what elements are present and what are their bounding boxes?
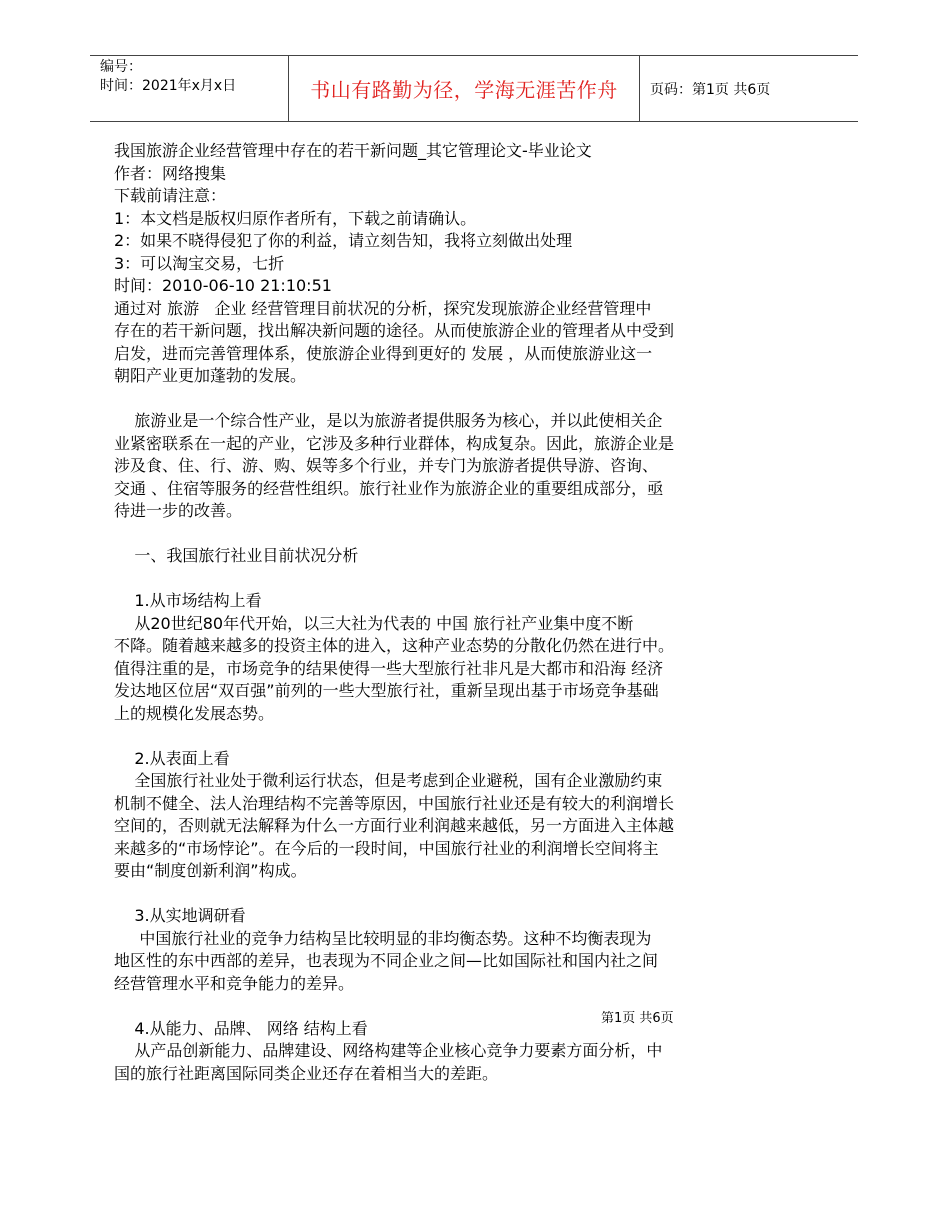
blank-line — [114, 883, 774, 906]
text-line: 旅游业是一个综合性产业，是以为旅游者提供服务为核心，并以此使相关企 — [114, 411, 663, 430]
text-line: 朝阳产业更加蓬勃的发展。 — [114, 366, 307, 385]
text-line: 1.从市场结构上看 — [114, 591, 262, 610]
text-line: 不降。随着越来越多的投资主体的进入，这种产业态势的分散化仍然在进行中。 — [114, 636, 675, 655]
header-number-label: 编号： — [100, 59, 142, 75]
header-date-label: 时间：2021年x月x日 — [100, 78, 237, 94]
text-line: 涉及食、住、行、游、购、娱等多个行业，并专门为旅游者提供导游、咨询、 — [114, 456, 659, 475]
text-line: 中国旅行社业的竞争力结构呈比较明显的非均衡态势。这种不均衡表现为 — [114, 928, 652, 948]
text-line: 时间：2010-06-10 21:10:51 — [114, 276, 332, 295]
text-line: 空间的，否则就无法解释为什么一方面行业利润越来越低，另一方面进入主体越 — [114, 816, 675, 835]
page-footer-label: 第1页 共6页 — [601, 1011, 674, 1026]
text-line: 经营管理水平和竞争能力的差异。 — [114, 973, 355, 993]
blank-line — [114, 568, 774, 591]
blank-line — [114, 725, 774, 748]
text-line: 值得注重的是，市场竞争的结果使得一些大型旅行社非凡是大都市和沿海 经济 — [114, 658, 664, 678]
text-line: 上的规模化发展态势。 — [114, 703, 275, 723]
text-line: 2：如果不晓得侵犯了你的利益，请立刻告知，我将立刻做出处理 — [114, 231, 573, 250]
text-line: 地区性的东中西部的差异，也表现为不同企业之间—比如国际社和国内社之间 — [114, 951, 659, 970]
text-line: 我国旅游企业经营管理中存在的若干新问题_其它管理论文-毕业论文 — [114, 141, 592, 160]
blank-line — [114, 388, 774, 411]
text-line: 从产品创新能力、品牌建设、网络构建等企业核心竞争力要素方面分析，中 — [114, 1041, 663, 1060]
text-line: 1：本文档是版权归原作者所有，下载之前请确认。 — [114, 208, 477, 228]
text-line: 通过对 旅游 企业 经营管理目前状况的分析，探究发现旅游企业经营管理中 — [114, 298, 652, 318]
text-line: 要由“制度创新利润”构成。 — [114, 861, 307, 880]
text-line: 交通 、住宿等服务的经营性组织。旅行社业作为旅游企业的重要组成部分，亟 — [114, 478, 664, 498]
text-line: 业紧密联系在一起的产业，它涉及多种行业群体，构成复杂。因此，旅游企业是 — [114, 433, 675, 453]
text-line: 来越多的“市场悖论”。在今后的一段时间，中国旅行社业的利润增长空间将主 — [114, 838, 659, 858]
text-line: 下载前请注意： — [114, 186, 227, 205]
text-line: 2.从表面上看 — [114, 748, 230, 768]
text-line: 发达地区位居“双百强”前列的一些大型旅行社，重新呈现出基于市场竞争基础 — [114, 681, 659, 700]
header-page-info: 页码：第1页 共6页 — [650, 81, 771, 98]
text-line: 启发，进而完善管理体系，使旅游企业得到更好的 发展 ，从而使旅游业这一 — [114, 343, 653, 363]
text-line: 4.从能力、品牌、 网络 结构上看 — [114, 1018, 368, 1038]
blank-line — [114, 995, 774, 1018]
document-body — [114, 140, 774, 1085]
text-line: 3：可以淘宝交易，七折 — [114, 253, 285, 273]
page-header — [90, 55, 858, 122]
text-line: 机制不健全、法人治理结构不完善等原因，中国旅行社业还是有较大的利润增长 — [114, 793, 675, 813]
text-line: 一、我国旅行社业目前状况分析 — [114, 546, 359, 565]
text-line: 待进一步的改善。 — [114, 501, 243, 520]
text-line: 存在的若干新问题，找出解决新问题的途径。从而使旅游企业的管理者从中受到 — [114, 321, 675, 340]
text-line: 从20世纪80年代开始，以三大社为代表的 中国 旅行社产业集中度不断 — [114, 613, 634, 633]
text-line: 3.从实地调研看 — [114, 906, 246, 925]
blank-line — [114, 523, 774, 546]
text-line: 作者：网络搜集 — [114, 163, 227, 183]
header-meta — [90, 56, 288, 121]
text-line: 国的旅行社距离国际同类企业还存在着相当大的差距。 — [114, 1063, 499, 1083]
header-motto: 书山有路勤为径，学海无涯苦作舟 — [288, 56, 640, 121]
text-line: 全国旅行社业处于微利运行状态，但是考虑到企业避税，国有企业激励约束 — [114, 771, 663, 790]
